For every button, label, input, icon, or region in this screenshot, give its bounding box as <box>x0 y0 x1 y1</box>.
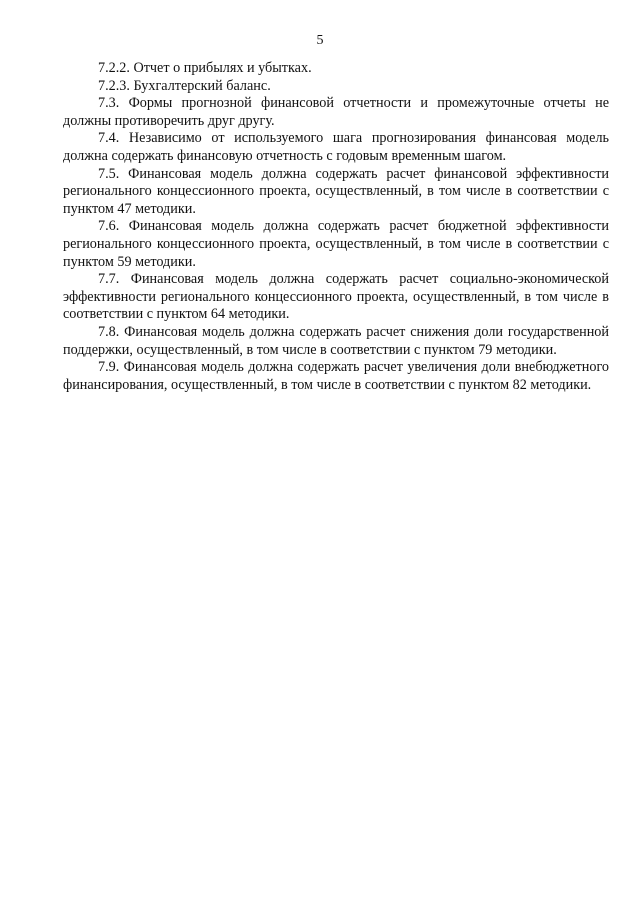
paragraph-7-9: 7.9. Финансовая модель должна содержать расчет увеличения доли внебюджетного финансирования, осуществленный, в том числе в соответствии с пунктом 82 методики. <box>63 359 609 393</box>
document-body <box>63 60 609 394</box>
page-number: 5 <box>316 33 324 48</box>
paragraph-7-6: 7.6. Финансовая модель должна содержать расчет бюджетной эффективности регионального концессионного проекта, осуществленный, в том числе в соответствии с пунктом 59 методики. <box>63 218 609 270</box>
paragraph-7-2-2: 7.2.2. Отчет о прибылях и убытках. <box>98 60 312 76</box>
paragraph-7-5: 7.5. Финансовая модель должна содержать расчет финансовой эффективности регионального концессионного проекта, осуществленный, в том числе в соответствии с пунктом 47 методики. <box>63 165 609 217</box>
paragraph-7-8: 7.8. Финансовая модель должна содержать расчет снижения доли государственной поддержки, осуществленный, в том числе в соответствии с пунктом 79 методики. <box>63 323 609 358</box>
paragraph-7-4: 7.4. Независимо от используемого шага прогнозирования финансовая модель должна содержать финансовую отчетность с годовым временным шагом. <box>63 130 609 164</box>
paragraph-7-7: 7.7. Финансовая модель должна содержать расчет социально-экономической эффективности регионального концессионного проекта, осуществленный, в том числе в соответствии с пунктом 64 методики. <box>63 271 609 323</box>
paragraph-7-2-3: 7.2.3. Бухгалтерский баланс. <box>98 77 271 94</box>
paragraph-7-3: 7.3. Формы прогнозной финансовой отчетности и промежуточные отчеты не должны противоречить друг другу. <box>63 95 609 129</box>
